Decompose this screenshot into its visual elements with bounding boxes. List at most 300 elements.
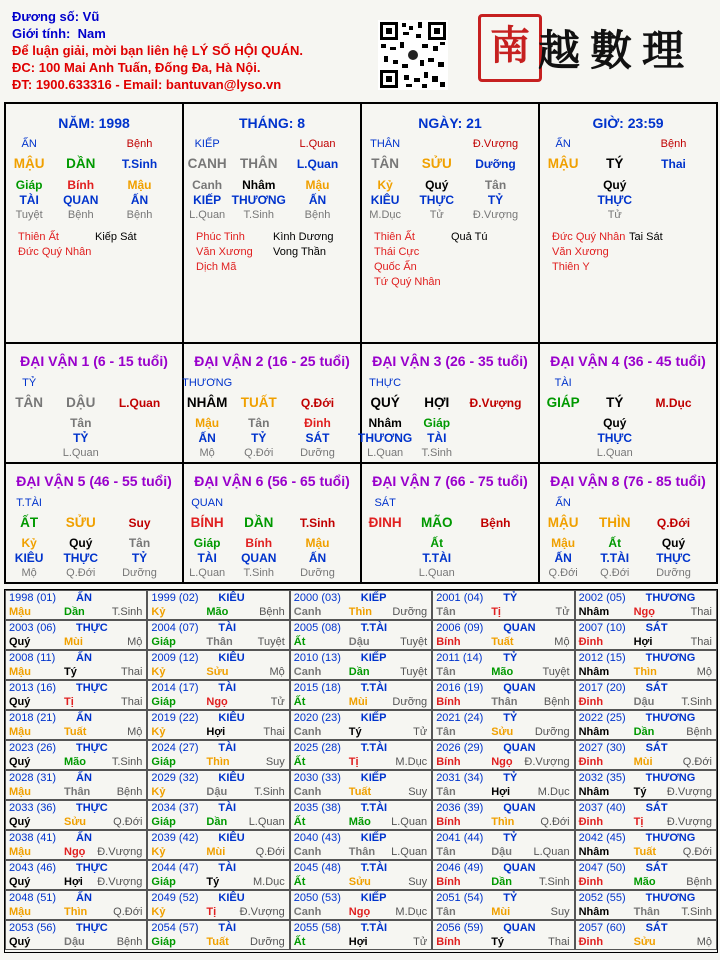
pillar-cell: ẤN	[21, 138, 37, 150]
year-stage: Thai	[548, 936, 570, 948]
year-god: ẤN	[76, 832, 92, 844]
pillar-cell: Bệnh	[480, 516, 511, 530]
year-stage: Bệnh	[686, 876, 712, 888]
year-stem: Tân	[436, 846, 456, 858]
year-branch: Tý	[491, 936, 505, 948]
pillar-cell: Tân	[248, 416, 270, 430]
year-label: 2008 (11)	[9, 652, 56, 664]
pillar-cell: SỬU	[421, 156, 452, 171]
year-stage: Bệnh	[116, 936, 143, 948]
pillar-cell: SỬU	[65, 515, 96, 530]
pillar-cell: M.Dục	[369, 209, 402, 221]
year-god: THƯƠNG	[645, 592, 696, 604]
year-god: THỰC	[76, 742, 108, 754]
year-stem: Kỷ	[151, 786, 166, 798]
year-cell	[575, 650, 717, 680]
pillar-card	[361, 463, 539, 583]
year-stage: Tử	[270, 696, 285, 708]
year-label: 2016 (19)	[436, 682, 484, 694]
pillar-cell: Q.Đới	[66, 567, 96, 579]
year-stage: Mộ	[127, 636, 143, 648]
year-stage: Q.Đới	[540, 816, 570, 828]
year-god: KIẾP	[360, 892, 387, 904]
pillars-panel	[4, 102, 718, 584]
gender-value: Nam	[77, 26, 106, 41]
year-god: TÀI	[218, 802, 237, 814]
year-branch: Tuất	[206, 936, 229, 948]
star-label: Vong Thần	[273, 246, 327, 258]
year-cell	[147, 920, 289, 950]
year-stem: Kỷ	[151, 726, 166, 738]
pillar-cell: TÂN	[15, 395, 44, 410]
pillar-cell: THÂN	[240, 156, 278, 171]
year-branch: Dần	[206, 816, 228, 828]
year-cell	[5, 860, 147, 890]
year-stem: Mậu	[9, 846, 31, 858]
pillar-cell: Quý	[661, 536, 686, 550]
star-label: Quốc Ấn	[374, 261, 417, 273]
year-branch: Mùi	[491, 906, 511, 918]
year-cell	[432, 770, 574, 800]
year-stage: T.Sinh	[111, 756, 143, 768]
year-branch: Tý	[633, 786, 647, 798]
year-cell	[147, 590, 289, 620]
year-cell	[5, 710, 147, 740]
year-branch: Tị	[633, 816, 644, 828]
year-label: 2056 (59)	[436, 922, 484, 934]
dai-van-title: ĐẠI VẬN 5 (46 - 55 tuổi)	[16, 473, 172, 489]
star-label: Tứ Quý Nhân	[374, 276, 441, 288]
year-label: 2002 (05)	[578, 592, 626, 604]
pillar-cell: CANH	[187, 156, 227, 171]
year-label: 2009 (12)	[151, 652, 199, 664]
pillar-cell: Bệnh	[126, 209, 153, 221]
pillar-cell: T.TÀI	[16, 497, 42, 509]
year-stage: M.Dục	[395, 906, 428, 918]
pillar-cell: THỰC	[63, 551, 99, 565]
year-cell	[290, 830, 432, 860]
pillar-cell: ẤN	[555, 497, 571, 509]
year-stem: Kỷ	[151, 906, 166, 918]
pillar-card	[539, 103, 717, 343]
year-cell	[432, 890, 574, 920]
year-label: 2011 (14)	[436, 652, 483, 664]
pillar-cell: Đ.Vượng	[472, 209, 519, 221]
pillar-cell: Kỷ	[21, 536, 37, 550]
year-stem: Mậu	[9, 906, 31, 918]
year-cell	[290, 590, 432, 620]
year-god: TÀI	[218, 622, 237, 634]
pillar-cell: L.Quan	[596, 447, 633, 459]
year-god: THỰC	[76, 802, 108, 814]
year-stem: Tân	[436, 786, 456, 798]
pillar-cell: Dưỡng	[475, 157, 516, 171]
pillar-cell: L.Quan	[189, 567, 226, 579]
pillar-card	[183, 463, 361, 583]
year-stem: Quý	[9, 936, 31, 948]
star-label: Thiên Ất	[374, 231, 415, 243]
year-cell	[5, 800, 147, 830]
year-label: 2019 (22)	[151, 712, 199, 724]
year-branch: Tị	[491, 606, 501, 618]
year-branch: Tý	[348, 726, 362, 738]
year-stem: Mậu	[9, 726, 31, 738]
year-stage: Thai	[690, 606, 712, 618]
pillar-cell: Mậu	[195, 416, 220, 430]
year-stem: Nhâm	[578, 606, 610, 618]
pillar-cell: Đ.Vượng	[469, 396, 522, 410]
year-stage: Q.Đới	[113, 906, 143, 918]
pillar-card	[5, 343, 183, 463]
year-label: 2040 (43)	[293, 832, 341, 844]
pillar-cell: Tân	[128, 536, 151, 550]
year-cell	[147, 710, 289, 740]
year-label: 2032 (35)	[578, 772, 626, 784]
pillar-cell: TỶ	[22, 377, 37, 389]
year-god: THỰC	[76, 622, 108, 634]
year-label: 2051 (54)	[436, 892, 484, 904]
pillar-cell: Q.Đới	[244, 447, 274, 459]
pillar-cell: Giáp	[193, 536, 221, 550]
star-label: Thái Cực	[374, 246, 420, 258]
gender-label: Giới tính:	[12, 26, 71, 41]
year-stage: M.Dục	[253, 876, 285, 888]
pillar-cell: Dưỡng	[656, 567, 691, 579]
year-stage: T.Sinh	[681, 906, 712, 918]
year-stage: Tử	[555, 606, 570, 618]
year-stem: Canh	[293, 846, 322, 858]
year-god: TỶ	[503, 772, 518, 784]
year-stage: Suy	[408, 876, 428, 888]
dai-van-title: ĐẠI VẬN 3 (26 - 35 tuổi)	[372, 353, 528, 369]
pillar-cell: Q.Đới	[300, 396, 335, 410]
phone-email-line: ĐT: 1900.633316 - Email: bantuvan@lyso.vn	[12, 77, 282, 92]
year-god: KIÊU	[218, 592, 245, 604]
pillar-cell: TÝ	[606, 156, 624, 171]
brand-logo	[478, 12, 708, 84]
year-branch: Tị	[348, 756, 359, 768]
year-god: T.TÀI	[360, 922, 388, 934]
year-cell	[575, 860, 717, 890]
pillar-cell: Giáp	[423, 416, 451, 430]
pillar-cell: SÁT	[305, 431, 330, 445]
pillar-cell: MẬU	[547, 515, 579, 530]
year-stage: L.Quan	[391, 816, 428, 828]
year-cell	[5, 590, 147, 620]
year-god: KIẾP	[360, 592, 387, 604]
year-cell	[290, 770, 432, 800]
pillar-cell: Bệnh	[126, 138, 153, 150]
year-cell	[290, 890, 432, 920]
year-stage: Thai	[120, 666, 143, 678]
pillar-cell: Mậu	[551, 536, 576, 550]
pillar-cell: QUÝ	[370, 395, 400, 410]
pillar-cell: Nhâm	[242, 178, 276, 192]
year-god: TÀI	[218, 862, 237, 874]
pillar-cell: Bính	[67, 178, 95, 192]
pillar-cell: Q.Đới	[656, 516, 691, 530]
year-stage: Tử	[413, 726, 428, 738]
year-stem: Bính	[436, 816, 461, 828]
year-god: THỰC	[76, 922, 108, 934]
year-label: 2037 (40)	[578, 802, 626, 814]
pillar-card	[539, 343, 717, 463]
star-label: Thiên Y	[552, 261, 590, 273]
pillar-cell: ẤN	[198, 431, 216, 445]
year-label: 2041 (44)	[436, 832, 484, 844]
year-stem: Ất	[293, 696, 306, 708]
pillar-cell: Mậu	[305, 536, 330, 550]
year-cell	[5, 770, 147, 800]
pillar-cell: Bệnh	[67, 209, 94, 221]
year-label: 2030 (33)	[293, 772, 341, 784]
year-cell	[147, 800, 289, 830]
year-stem: Nhâm	[578, 666, 610, 678]
pillar-cell: TÀI	[197, 551, 217, 565]
year-stage: Q.Đới	[682, 846, 712, 858]
year-branch: Ngọ	[633, 606, 655, 618]
pillar-cell: T.Sinh	[243, 567, 275, 579]
year-branch: Mão	[633, 876, 656, 888]
year-stem: Ất	[293, 816, 306, 828]
pillar-cell: TÂN	[371, 156, 400, 171]
pillar-cell: MẬU	[13, 156, 45, 171]
pillar-cell: ẤN	[555, 138, 571, 150]
year-cell	[432, 680, 574, 710]
pillar-cell: Mộ	[199, 447, 215, 459]
year-stem: Bính	[436, 936, 461, 948]
year-stage: Mộ	[696, 666, 712, 678]
year-god: KIÊU	[218, 772, 245, 784]
year-branch: Thìn	[633, 666, 657, 678]
year-label: 2020 (23)	[293, 712, 341, 724]
year-branch: Dần	[491, 876, 512, 888]
year-stage: Suy	[265, 756, 285, 768]
pillar-cell: QUAN	[63, 193, 99, 207]
year-cell	[432, 920, 574, 950]
year-branch: Dần	[348, 666, 370, 678]
year-cell	[575, 920, 717, 950]
pillar-cell: TÀI	[427, 431, 447, 445]
year-cell	[5, 680, 147, 710]
year-branch: Thìn	[206, 756, 230, 768]
year-branch: Tuất	[633, 846, 656, 858]
year-cell	[290, 680, 432, 710]
pillar-cell: Tử	[607, 209, 622, 221]
year-cell	[5, 890, 147, 920]
pillar-cell: Dưỡng	[300, 567, 335, 579]
year-stage: Tuyệt	[257, 636, 285, 648]
year-stage: Q.Đới	[682, 756, 712, 768]
pillar-cell: DẦN	[66, 156, 96, 171]
pillar-cell: THỰC	[597, 193, 633, 207]
contact-line: Để luận giải, mời bạn liên hệ LÝ SỐ HỘI QUÁN.	[12, 43, 303, 58]
pillar-cell: Bệnh	[660, 138, 687, 150]
year-god: SÁT	[645, 682, 668, 694]
pillar-cell: L.Quan	[118, 396, 161, 410]
year-god: QUAN	[503, 742, 536, 754]
year-god: QUAN	[503, 682, 536, 694]
brand-seal: 南	[478, 14, 542, 82]
star-label: Quả Tú	[451, 231, 488, 243]
pillar-cell: Mậu	[127, 178, 152, 192]
year-god: KIÊU	[218, 652, 245, 664]
year-stem: Giáp	[151, 756, 176, 768]
year-cell	[147, 890, 289, 920]
year-cell	[290, 920, 432, 950]
pillar-cell: Quý	[603, 416, 627, 430]
year-stem: Canh	[293, 726, 322, 738]
year-god: KIẾP	[360, 772, 387, 784]
year-label: 2014 (17)	[151, 682, 199, 694]
dai-van-title: ĐẠI VẬN 4 (36 - 45 tuổi)	[550, 353, 706, 369]
year-label: 2034 (37)	[151, 802, 199, 814]
year-stem: Quý	[9, 816, 31, 828]
year-label: 2038 (41)	[9, 832, 57, 844]
year-label: 2013 (16)	[9, 682, 57, 694]
year-label: 2003 (06)	[9, 622, 57, 634]
year-label: 2012 (15)	[578, 652, 626, 664]
year-branch: Hợi	[206, 726, 226, 738]
year-cell	[290, 740, 432, 770]
pillar-cell: Mộ	[21, 567, 37, 579]
star-label: Phúc Tinh	[196, 231, 245, 243]
year-god: THƯƠNG	[645, 712, 696, 724]
year-cell	[432, 800, 574, 830]
year-god: KIÊU	[218, 832, 245, 844]
pillar-cell: ẤT	[20, 515, 39, 530]
year-stage: Đ.Vượng	[97, 876, 143, 888]
year-label: 2000 (03)	[293, 592, 341, 604]
year-stage: Tử	[413, 936, 428, 948]
year-stem: Tân	[436, 726, 456, 738]
year-branch: Dần	[64, 606, 85, 618]
year-branch: Dậu	[633, 696, 655, 708]
pillar-cell: L.Quan	[418, 567, 455, 579]
pillar-cell: KIẾP	[193, 193, 222, 207]
year-cell	[147, 680, 289, 710]
year-branch: Dậu	[348, 636, 370, 648]
year-stage: T.Sinh	[539, 876, 570, 888]
pillar-cell: KIÊU	[14, 551, 44, 565]
star-label: Văn Xương	[196, 246, 253, 258]
pillar-cell: Quý	[69, 536, 93, 550]
year-stem: Bính	[436, 876, 461, 888]
year-branch: Mùi	[348, 696, 368, 708]
year-stem: Giáp	[151, 876, 176, 888]
year-stem: Bính	[436, 636, 461, 648]
year-label: 2010 (13)	[293, 652, 341, 664]
year-stem: Đinh	[578, 816, 604, 828]
year-cell	[575, 710, 717, 740]
year-god: TỶ	[503, 832, 518, 844]
year-god: SÁT	[645, 922, 668, 934]
year-stage: T.Sinh	[111, 606, 143, 618]
pillar-title: GIỜ: 23:59	[592, 115, 664, 131]
pillar-cell: ẤN	[308, 193, 327, 207]
pillar-cell: Quý	[603, 178, 627, 192]
year-branch: Mão	[64, 756, 86, 768]
pillar-cell: Kỷ	[377, 178, 393, 192]
year-label: 2036 (39)	[436, 802, 484, 814]
pillar-cell: Dưỡng	[300, 447, 335, 459]
pillar-cell: THỰC	[656, 551, 691, 565]
pillar-card	[183, 343, 361, 463]
year-cell	[290, 800, 432, 830]
year-cell	[290, 860, 432, 890]
pillar-cell: M.Dục	[655, 396, 692, 410]
year-label: 2035 (38)	[293, 802, 341, 814]
year-god: QUAN	[503, 862, 536, 874]
pillar-cell: Đinh	[304, 416, 331, 430]
year-branch: Hợi	[64, 876, 83, 888]
year-stem: Đinh	[578, 696, 604, 708]
year-stem: Canh	[293, 906, 322, 918]
year-stage: Bệnh	[686, 726, 712, 738]
star-label: Tai Sát	[629, 231, 663, 243]
year-label: 2033 (36)	[9, 802, 57, 814]
year-god: KIẾP	[360, 652, 387, 664]
year-label: 2045 (48)	[293, 862, 341, 874]
year-branch: Sửu	[633, 936, 656, 948]
pillar-cell: DẬU	[66, 395, 96, 410]
year-cell	[5, 650, 147, 680]
year-branch: Thân	[206, 636, 233, 648]
year-god: TÀI	[218, 742, 237, 754]
pillar-cell: Ất	[430, 536, 444, 550]
star-label: Đức Quý Nhân	[18, 246, 92, 258]
year-stem: Giáp	[151, 816, 176, 828]
dai-van-title: ĐẠI VẬN 7 (66 - 75 tuổi)	[372, 473, 528, 489]
year-branch: Sửu	[206, 666, 229, 678]
pillar-cell: L.Quan	[296, 157, 339, 171]
year-stem: Ất	[293, 756, 306, 768]
year-god: ẤN	[76, 712, 92, 724]
year-cell	[575, 590, 717, 620]
year-branch: Dậu	[491, 846, 512, 858]
year-cell	[147, 860, 289, 890]
year-stage: Đ.Vượng	[666, 786, 712, 798]
qr-code-icon	[378, 20, 448, 90]
year-god: SÁT	[645, 622, 668, 634]
year-stage: Đ.Vượng	[524, 756, 570, 768]
year-cell	[5, 740, 147, 770]
year-god: THƯƠNG	[645, 652, 696, 664]
year-god: T.TÀI	[360, 802, 388, 814]
year-label: 2007 (10)	[578, 622, 626, 634]
year-god: TÀI	[218, 922, 237, 934]
brand-logo-text: 越數理	[538, 26, 695, 75]
year-stem: Đinh	[578, 876, 604, 888]
pillar-cell: Nhâm	[368, 416, 402, 430]
year-branch: Tý	[64, 666, 77, 678]
header-info	[12, 8, 303, 93]
year-label: 2043 (46)	[9, 862, 57, 874]
year-stem: Tân	[436, 606, 456, 618]
year-stage: Mộ	[269, 666, 285, 678]
pillar-cell: Tân	[70, 416, 92, 430]
year-stage: Đ.Vượng	[666, 816, 712, 828]
year-label: 2026 (29)	[436, 742, 484, 754]
year-label: 2050 (53)	[293, 892, 341, 904]
year-god: QUAN	[503, 622, 536, 634]
year-stage: Dưỡng	[534, 726, 570, 738]
year-stem: Tân	[436, 906, 456, 918]
pillar-cell: TÀI	[19, 193, 39, 207]
pillar-cell: Giáp	[15, 178, 43, 192]
year-god: KIÊU	[218, 712, 245, 724]
year-god: QUAN	[503, 922, 536, 934]
